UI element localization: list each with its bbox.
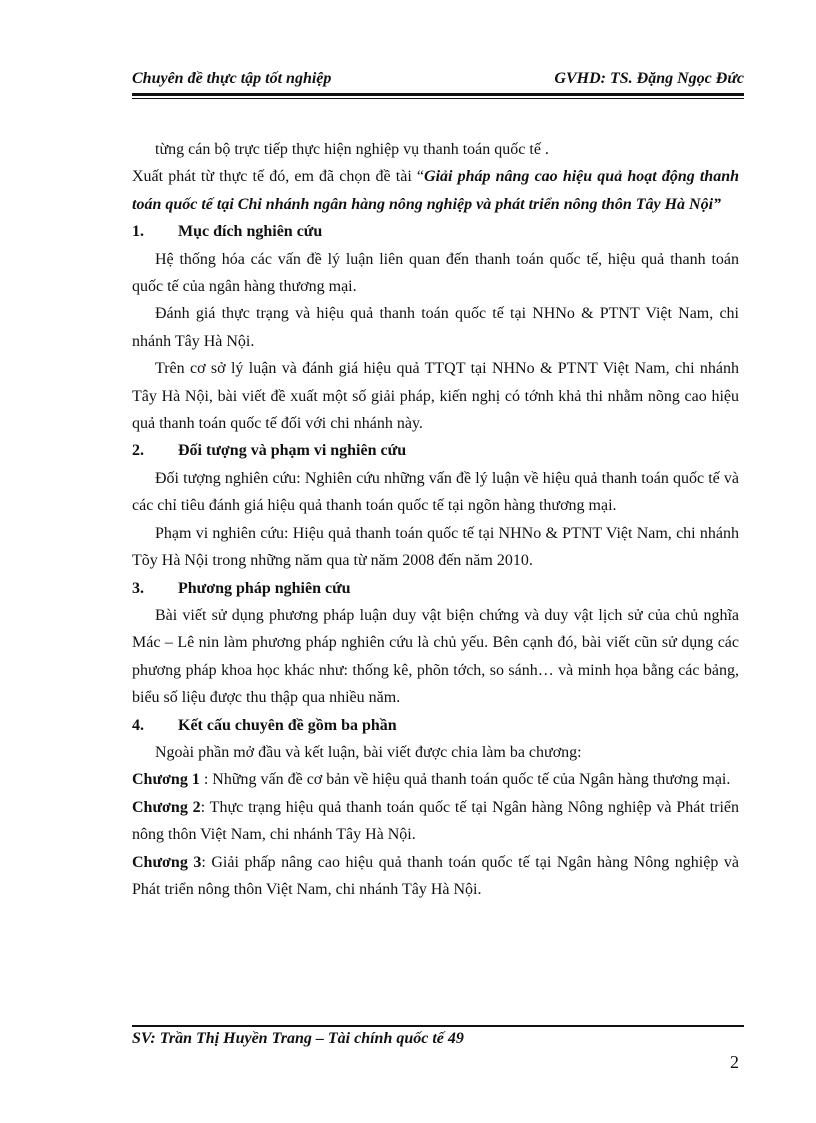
chapter-label: Chương 2 [132,798,201,816]
chapter-text: : Những vấn đề cơ bản về hiệu quả thanh toán quốc tế của Ngân hàng thương mại. [199,771,731,789]
paragraph: Đánh giá thực trạng và hiệu quả thanh toán quốc tế tại NHNo & PTNT Việt Nam, chi nhánh Tây Hà Nội. [132,305,739,350]
paragraph: Đối tượng nghiên cứu: Nghiên cứu những vấn đề lý luận về hiệu quả thanh toán quốc tế và các chỉ tiêu đánh giá hiệu quả thanh toán quốc tế tại ngõn hàng thương mại. [132,469,739,515]
page-number: 2 [730,1052,739,1072]
section-title: Phương pháp nghiên cứu [178,579,351,597]
paragraph: Ngoài phần mở đầu và kết luận, bài viết được chia làm ba chương: [155,743,582,761]
paragraph-topic [132,163,739,218]
footer-student: SV: Trần Thị Huyền Trang – Tài chính quốc tế 49 [132,1030,464,1047]
section-title: Kết cấu chuyên đề gồm ba phần [178,716,397,734]
paragraph: Bài viết sử dụng phương pháp luận duy vật biện chứng và duy vật lịch sử của chủ nghĩa Mác – Lê nin làm phương pháp nghiên cứu là chủ yếu. Bên cạnh đó, bài viết cũn sử dụng các phương pháp khoa học khác như: thống kê, phõn tớch, so sánh… và minh họa bằng các bảng, biểu số liệu được thu thập qua nhiều năm. [132,606,739,707]
document-body [132,136,739,903]
paragraph: Hệ thống hóa các vấn đề lý luận liên quan đến thanh toán quốc tế, hiệu quả thanh toán quốc tế của ngân hàng thương mại. [132,250,739,296]
chapter-text: : Giải phấp nâng cao hiệu quả thanh toán quốc tế tại Ngân hàng Nông nghiệp và Phát triển nông thôn Việt Nam, chi nhánh Tây Hà Nội. [132,853,739,898]
chapter-1-item [132,766,739,793]
chapter-3-item [132,849,739,904]
header-left-title: Chuyên đề thực tập tốt nghiệp [132,70,332,87]
topic-title: Giải pháp nâng cao hiệu quả hoạt động thanh toán quốc tế tại Chi nhánh ngân hàng nông nghiệp và phát triển nông thôn Tây Hà Nội” [132,168,739,213]
section-title: Đối tượng và phạm vi nghiên cứu [178,442,407,460]
paragraph-intro-continuation: từng cán bộ trực tiếp thực hiện nghiệp vụ thanh toán quốc tế . [155,141,549,158]
header-advisor: GVHD: TS. Đặng Ngọc Đức [554,70,744,87]
section-title: Mục đích nghiên cứu [178,223,323,241]
section-heading-4 [132,712,739,739]
section-heading-2 [132,437,739,464]
header-rule-thin [132,98,744,99]
paragraph: Phạm vi nghiên cứu: Hiệu quả thanh toán quốc tế tại NHNo & PTNT Việt Nam, chi nhánh Tõy Hà Nội trong những năm qua từ năm 2008 đến năm 2010. [132,524,739,570]
footer-rule [132,1025,744,1027]
chapter-label: Chương 3 [132,853,202,871]
chapter-text: : Thực trạng hiệu quả thanh toán quốc tế tại Ngân hàng Nông nghiệp và Phát triển nông thôn Việt Nam, chi nhánh Tây Hà Nội. [132,798,740,844]
paragraph: Trên cơ sở lý luận và đánh giá hiệu quả TTQT tại NHNo & PTNT Việt Nam, chi nhánh Tây Hà Nội, bài viết đề xuất một số giải pháp, kiến nghị có tớnh khả thi nhằm nõng cao hiệu quả thanh toán quốc tế đối với chi nhánh này. [132,360,739,433]
section-number: 4. [132,716,144,734]
section-number: 1. [132,223,144,241]
section-heading-3 [132,575,739,602]
section-number: 3. [132,579,144,597]
section-number: 2. [132,442,144,460]
chapter-2-item [132,794,739,849]
section-heading-1 [132,218,739,245]
header-rule-thick [132,93,744,96]
topic-prefix: Xuất phát từ thực tế đó, em đã chọn đề tài “ [132,168,425,186]
page-header [132,70,744,92]
chapter-label: Chương 1 [132,771,200,789]
